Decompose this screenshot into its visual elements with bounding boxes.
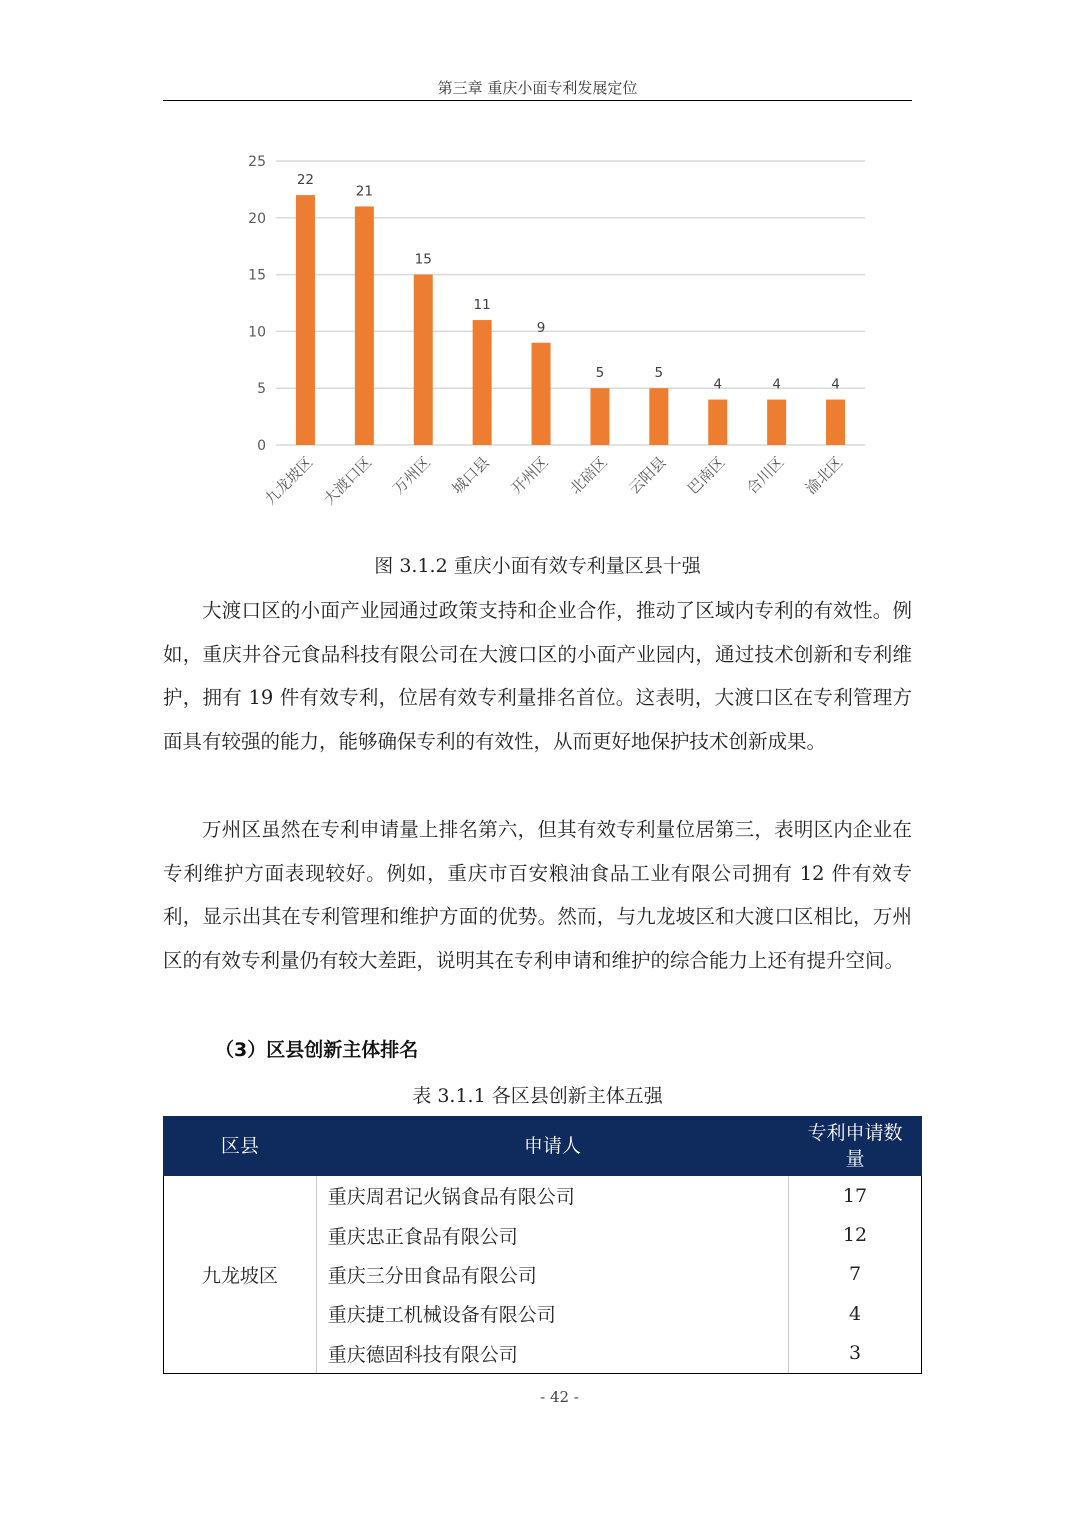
x-tick-label: 万州区 — [389, 453, 435, 498]
x-tick-label: 城口县 — [448, 453, 493, 498]
applicant-cell: 重庆德固科技有限公司 — [316, 1334, 788, 1374]
figure-caption: 图 3.1.2 重庆小面有效专利量区县十强 — [374, 555, 701, 577]
paragraph-wanzhou: 万州区虽然在专利申请量上排名第六，但其有效专利量位居第三，表明区内企业在专利维护方面表现较好。例如，重庆市百安粮油食品工业有限公司拥有 12 件有效专利，显示出其在专利管理和维护方面的优势。然而，与九龙坡区和大渡口区相比，万州区的有效专利量仍有较大差距，说明其在专利申请和维护的综合能力上还有提升空间。 — [163, 818, 912, 972]
bar-chart — [230, 145, 890, 540]
x-tick-label: 开州区 — [507, 453, 552, 498]
data-label: 15 — [414, 251, 432, 268]
applicant-cell: 重庆忠正食品有限公司 — [316, 1215, 788, 1254]
paragraph-dadukou: 大渡口区的小面产业园通过政策支持和企业合作，推动了区域内专利的有效性。例如，重庆井谷元食品科技有限公司在大渡口区的小面产业园内，通过技术创新和专利维护，拥有 19 件有效专利，位居有效专利量排名首位。这表明，大渡口区在专利管理方面具有较强的能力，能够确保专利的有效性，从而更好地保护技术创新成果。 — [163, 599, 912, 753]
innovation-entity-table — [163, 1116, 922, 1374]
x-tick-label: 大渡口区 — [320, 453, 376, 509]
x-tick-label: 合川区 — [742, 453, 788, 498]
x-tick-label: 九龙坡区 — [261, 453, 317, 509]
table-row — [164, 1176, 922, 1216]
header-applicant: 申请人 — [316, 1117, 788, 1176]
header-count-label: 专利申请数量 — [807, 1122, 903, 1170]
bar — [708, 400, 727, 445]
header-rule — [163, 100, 912, 101]
bar — [414, 275, 433, 445]
table-header-row — [164, 1117, 922, 1176]
data-label: 5 — [654, 365, 664, 382]
bar — [590, 388, 609, 445]
bar — [532, 343, 551, 445]
x-tick-label: 渝北区 — [801, 453, 847, 498]
bar — [826, 400, 845, 445]
bar — [473, 320, 492, 445]
applicant-cell: 重庆三分田食品有限公司 — [316, 1255, 788, 1294]
page-number: - 42 - — [540, 1388, 579, 1406]
bar — [355, 206, 374, 445]
x-tick-label: 北碚区 — [566, 453, 611, 498]
count-cell: 3 — [789, 1334, 922, 1374]
y-tick-label: 10 — [248, 324, 266, 341]
data-label: 9 — [536, 319, 546, 336]
count-cell: 4 — [789, 1294, 922, 1333]
data-label: 5 — [595, 365, 605, 382]
header-count — [789, 1117, 922, 1176]
data-label: 21 — [355, 183, 373, 200]
x-tick-label: 巴南区 — [684, 453, 729, 498]
bar — [649, 388, 668, 445]
x-tick-label: 云阳县 — [625, 453, 670, 498]
running-header: 第三章 重庆小面专利发展定位 — [437, 79, 638, 97]
applicant-cell: 重庆周君记火锅食品有限公司 — [316, 1176, 788, 1216]
data-label: 11 — [473, 297, 491, 314]
y-tick-label: 15 — [248, 267, 266, 284]
header-district: 区县 — [164, 1117, 317, 1176]
count-cell: 17 — [789, 1176, 922, 1216]
data-label: 4 — [831, 376, 840, 393]
count-cell: 12 — [789, 1215, 922, 1254]
y-tick-label: 5 — [257, 381, 266, 398]
y-tick-label: 25 — [248, 154, 266, 170]
district-cell: 九龙坡区 — [164, 1176, 317, 1374]
applicant-cell: 重庆捷工机械设备有限公司 — [316, 1294, 788, 1333]
data-label: 22 — [296, 172, 315, 189]
data-label: 4 — [713, 376, 723, 393]
data-label: 4 — [772, 376, 781, 393]
count-cell: 7 — [789, 1255, 922, 1294]
bar — [767, 400, 786, 445]
bar — [296, 195, 315, 445]
table-caption: 表 3.1.1 各区县创新主体五强 — [412, 1085, 663, 1107]
y-tick-label: 20 — [248, 210, 266, 227]
y-tick-label: 0 — [257, 438, 266, 454]
section-subheading: （3）区县创新主体排名 — [215, 1039, 419, 1061]
